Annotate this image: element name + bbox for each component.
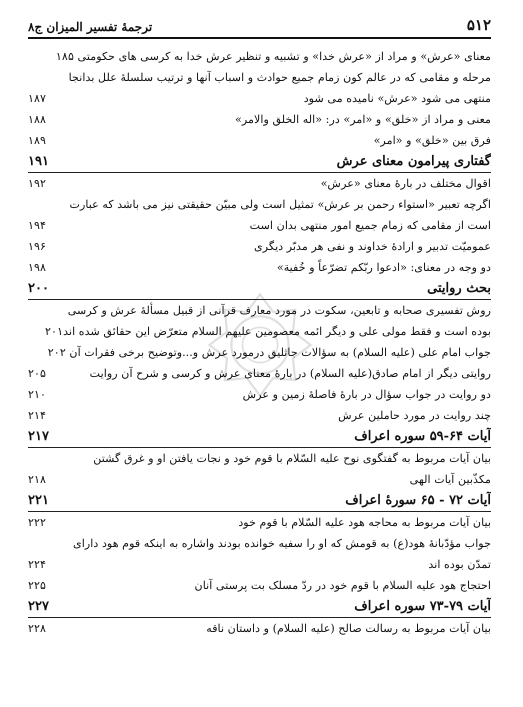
toc-entry-text: اقوال مختلف در بارهٔ معنای «عرش» xyxy=(320,177,491,190)
toc-entry-text: جواب امام علی (علیه السلام) به سؤالات جاثلیق درمورد عرش و...وتوضیح برخی فقرات آن ۲۰۲ xyxy=(47,346,491,359)
toc-section-heading xyxy=(28,151,491,173)
toc-entry xyxy=(28,130,491,151)
toc-entry-text: چند روایت در مورد حاملین عرش xyxy=(338,409,491,422)
toc-entry-page: ۲۱۷ xyxy=(28,429,49,444)
toc-entry-text: عمومیّت تدبیر و ارادهٔ خداوند و نفی هر مدبّر دیگری xyxy=(253,240,491,253)
toc-entry-text: تمدّن بوده اند xyxy=(428,558,491,571)
toc-entry-text: دو روایت در جواب سؤال در بارهٔ فاصلهٔ زمین و عرش xyxy=(242,388,491,401)
toc-entry-text: احتجاج هود علیه السلام با قوم خود در ردّ مسلک بت پرستی آنان xyxy=(194,579,491,592)
toc-entry-text: روش تفسیری صحابه و تابعین، سکوت در مورد معارف قرآنی از قبیل مسألهٔ عرش و کرسی xyxy=(67,304,491,317)
toc-entry xyxy=(28,215,491,236)
toc-entry xyxy=(28,46,491,67)
toc-entry-page: ۲۰۰ xyxy=(28,281,49,296)
toc-entry-page: ۱۸۹ xyxy=(28,134,47,147)
toc-entry-text: بیان آیات مربوط به رسالت صالح (علیه السلام) و داستان ناقه xyxy=(206,622,491,635)
toc-entry-text: مکذّبین آیات الهی xyxy=(409,473,491,486)
toc-entry-page: ۱۸۸ xyxy=(28,113,47,126)
toc-entry xyxy=(28,173,491,194)
toc-entry-page: ۱۹۲ xyxy=(28,177,47,190)
toc-entry-page: ۲۲۲ xyxy=(28,516,47,529)
toc-entry-text: روایتی دیگر از امام صادق(علیه السلام) در بارهٔ معنای عرش و کرسی و شرح آن روایت xyxy=(89,367,491,380)
running-title: ترجمهٔ تفسیر المیزان ج۸ xyxy=(28,20,153,34)
page-number: ۵۱۲ xyxy=(466,16,491,34)
toc-entry xyxy=(28,384,491,405)
toc-section-heading xyxy=(28,596,491,618)
toc-entry-page: ۱۹۴ xyxy=(28,219,47,232)
toc-entry-text: بوده است و فقط مولی علی و دیگر ائمه معصومین علیهم السلام متعرّض این حقائق شده اند۲۰۱ xyxy=(45,325,491,338)
toc-entry xyxy=(28,194,491,215)
toc-entry xyxy=(28,300,491,321)
toc-entry-page: ۲۲۷ xyxy=(28,599,49,614)
toc-entry xyxy=(28,321,491,342)
toc-entry-text: آیات ۷۲ - ۶۵ سورهٔ اعراف xyxy=(345,493,491,508)
toc-entry-page: ۲۲۸ xyxy=(28,622,47,635)
toc-entry xyxy=(28,448,491,469)
toc-list xyxy=(28,46,491,639)
toc-entry-text: معنی و مراد از «خلق» و «امر» در: «اله الخلق والامر» xyxy=(234,113,491,126)
toc-section-heading xyxy=(28,278,491,300)
toc-section-heading xyxy=(28,426,491,448)
toc-entry xyxy=(28,67,491,88)
toc-entry xyxy=(28,109,491,130)
toc-entry-text: منتهی می شود «عرش» نامیده می شود xyxy=(303,92,491,105)
toc-entry-page: ۲۲۵ xyxy=(28,579,47,592)
toc-entry xyxy=(28,533,491,554)
toc-entry-page: ۲۰۵ xyxy=(28,367,47,380)
toc-entry-page: ۱۸۷ xyxy=(28,92,47,105)
toc-entry-page: ۲۱۸ xyxy=(28,473,47,486)
toc-entry xyxy=(28,405,491,426)
toc-entry xyxy=(28,236,491,257)
toc-entry-page: ۲۲۱ xyxy=(28,493,49,508)
toc-entry xyxy=(28,554,491,575)
toc-entry xyxy=(28,469,491,490)
toc-entry xyxy=(28,363,491,384)
toc-entry-text: بحث روایتی xyxy=(427,281,491,296)
toc-entry-text: بیان آیات مربوط به محاجه هود علیه السّلام با قوم خود xyxy=(238,516,491,529)
toc-entry xyxy=(28,342,491,363)
toc-entry-text: آیات ۷۹-۷۳ سوره اعراف xyxy=(354,599,491,614)
toc-entry-text: اگرچه تعبیر «استواء رحمن بر عرش» تمثیل است ولی مبیّن حقیقتی نیز می باشد که عبارت xyxy=(69,198,491,211)
toc-entry-page: ۲۱۴ xyxy=(28,409,47,422)
toc-entry-text: گفتاری پیرامون معنای عرش xyxy=(336,154,491,169)
toc-entry-text: است از مقامی که زمام جمیع امور منتهی بدان است xyxy=(249,219,491,232)
toc-entry xyxy=(28,88,491,109)
toc-entry-text: آیات ۶۴-۵۹ سوره اعراف xyxy=(354,429,491,444)
toc-entry-page: ۲۲۴ xyxy=(28,558,47,571)
toc-entry xyxy=(28,512,491,533)
toc-entry-text: جواب مؤدّبانهٔ هود(ع) به قومش که او را سفیه خوانده بودند واشاره به اینکه قوم هود دارای xyxy=(73,537,491,550)
toc-entry-page: ۱۹۶ xyxy=(28,240,47,253)
toc-entry-page: ۲۱۰ xyxy=(28,388,47,401)
toc-entry-text: دو وجه در معنای: «ادعوا ربّکم تضرّعاً و خُفیة» xyxy=(276,261,491,274)
toc-entry-text: بیان آیات مربوط به گفتگوی نوح علیه السّلام با قوم خود و نجات یافتن او و غرق گشتن xyxy=(93,452,491,465)
toc-entry-text: فرق بین «خلق» و «امر» xyxy=(373,134,491,147)
toc-entry xyxy=(28,257,491,278)
toc-entry xyxy=(28,618,491,639)
toc-entry-page: ۱۹۸ xyxy=(28,261,47,274)
toc-entry xyxy=(28,575,491,596)
toc-entry-text: مرحله و مقامی که در عالم کون زمام جمیع حوادث و اسباب آنها و ترتیب سلسلهٔ علل بدانجا xyxy=(68,71,491,84)
toc-entry-page: ۱۹۱ xyxy=(28,154,49,169)
page-header xyxy=(28,8,491,39)
toc-entry-text: معنای «عرش» و مراد از «عرش خدا» و تشبیه و تنظیر عرش خدا به کرسی های حکومتی ۱۸۵ xyxy=(55,50,491,63)
toc-section-heading xyxy=(28,490,491,512)
